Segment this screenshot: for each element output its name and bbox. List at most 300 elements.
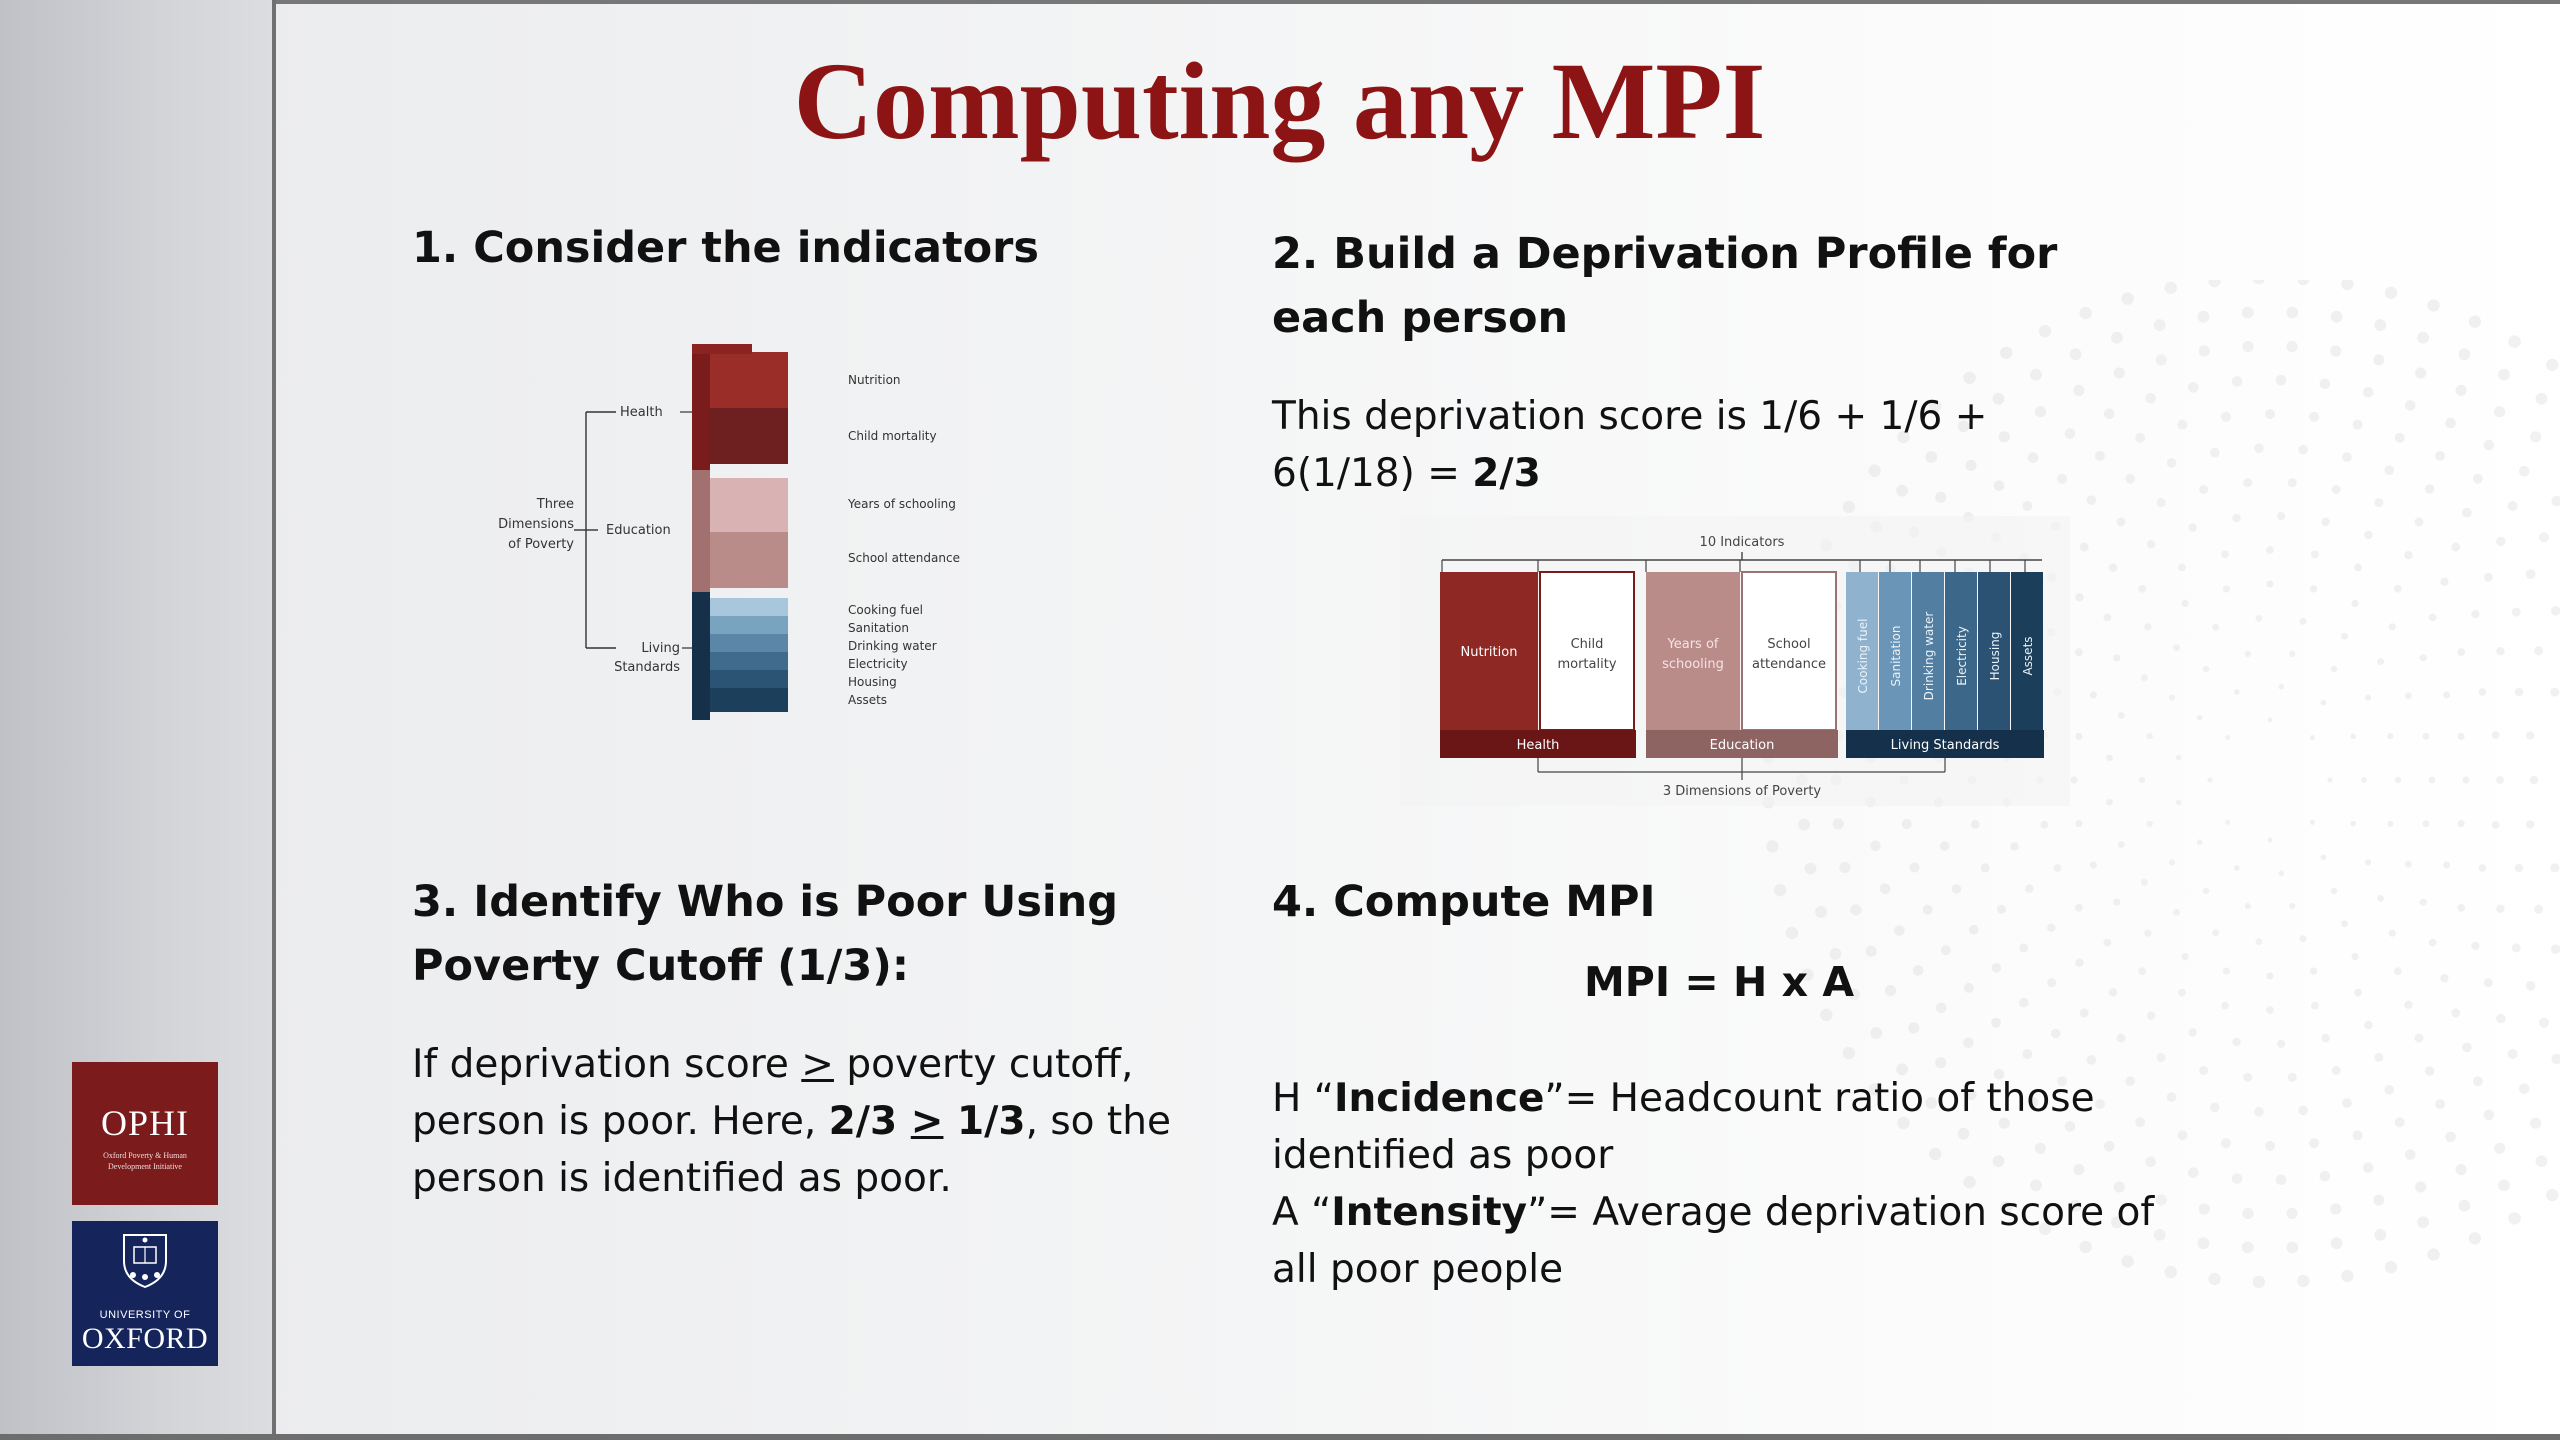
decorative-dot — [2420, 654, 2427, 661]
dimension-label-education: Education — [606, 523, 671, 538]
decorative-dot — [2341, 280, 2353, 290]
decorative-dot — [2118, 841, 2125, 848]
profile-cell-label: Assets — [2021, 636, 2035, 676]
section3-line3: person is identified as poor. — [412, 1156, 952, 1201]
decorative-dot — [2341, 633, 2348, 640]
decorative-dot — [2429, 614, 2437, 622]
top-border — [0, 0, 2560, 4]
decorative-dot — [2300, 618, 2307, 625]
decorative-dot — [2173, 644, 2180, 651]
decorative-dot — [2427, 299, 2439, 311]
section3-text — [412, 1036, 1272, 1207]
decorative-dot — [2550, 688, 2559, 697]
decorative-dot — [2138, 585, 2146, 593]
profile-dimension-label: Education — [1709, 738, 1775, 753]
education-spine — [692, 470, 710, 596]
profile-cell-label: Nutrition — [1460, 645, 1518, 660]
text-span: ”= Average deprivation score of — [1527, 1190, 2155, 1235]
decorative-dot — [2075, 820, 2082, 827]
decorative-dot — [2354, 564, 2362, 572]
decorative-dot — [2546, 359, 2558, 371]
decorative-dot — [2266, 1006, 2274, 1014]
decorative-dot — [2311, 1002, 2319, 1010]
decorative-dot — [2496, 1014, 2506, 1024]
decorative-dot — [2443, 861, 2450, 868]
decorative-dot — [2070, 348, 2082, 360]
slide-title: Computing any MPI — [793, 40, 1766, 162]
decorative-dot — [2199, 345, 2210, 356]
decorative-dot — [2429, 777, 2436, 784]
section4-text — [1272, 1070, 2232, 1298]
decorative-dot — [2265, 1141, 2275, 1151]
decorative-dot — [2508, 1049, 2518, 1059]
section3-heading-line: Poverty Cutoff (1/3): — [412, 941, 910, 991]
decorative-dot — [2496, 776, 2504, 784]
indicator-block-electricity — [710, 652, 788, 670]
indicator-block-years-of-schooling — [710, 478, 788, 532]
intensity-line — [1272, 1184, 2232, 1241]
decorative-dot — [2331, 666, 2337, 672]
decorative-dot — [2223, 585, 2230, 592]
decorative-dot — [2385, 465, 2395, 475]
section2-text-line2 — [1272, 445, 2272, 502]
text-span: poverty cutoff, — [833, 1042, 1134, 1087]
decorative-dot — [2496, 537, 2506, 547]
decorative-dot — [2377, 895, 2384, 902]
decorative-dot — [2420, 899, 2427, 906]
decorative-dot — [2328, 778, 2333, 783]
decorative-dot — [2405, 400, 2416, 411]
decorative-dot — [2169, 859, 2175, 865]
section1-heading: 1. Consider the indicators — [412, 223, 1039, 273]
indicator-label: Drinking water — [848, 639, 937, 653]
profile-bottom-label: 3 Dimensions of Poverty — [1662, 784, 1822, 799]
decorative-dot — [2047, 924, 2055, 932]
decorative-dot — [2253, 280, 2265, 284]
decorative-dot — [2385, 287, 2397, 299]
section3-heading-line: 3. Identify Who is Poor Using — [412, 877, 1119, 927]
decorative-dot — [2141, 674, 2148, 681]
decorative-dot — [2341, 1270, 2353, 1282]
indicator-block-assets — [710, 688, 788, 712]
decorative-dot — [2365, 859, 2371, 865]
decorative-dot — [1870, 841, 1881, 852]
decorative-dot — [2373, 1195, 2384, 1206]
decorative-dot — [2256, 615, 2263, 622]
oxford-crest-icon — [120, 1231, 170, 1289]
indicators-diagram — [470, 330, 1030, 750]
decorative-dot — [2253, 1276, 2265, 1288]
decorative-dot — [2176, 800, 2182, 806]
decorative-dot — [2297, 1275, 2309, 1287]
decorative-dot — [2457, 904, 2465, 912]
decorative-dot — [2385, 1261, 2397, 1273]
profile-cell-label: Years of — [1667, 637, 1719, 652]
indicator-label: Housing — [848, 675, 897, 689]
decorative-dot — [2242, 307, 2254, 319]
decorative-dot — [1935, 1057, 1946, 1068]
decorative-dot — [2276, 375, 2287, 386]
decorative-dot — [2321, 518, 2329, 526]
decorative-dot — [2075, 648, 2083, 656]
decorative-dot — [2435, 451, 2445, 461]
incidence-line — [1272, 1070, 2232, 1127]
decorative-dot — [2423, 733, 2430, 740]
indicator-label: Child mortality — [848, 429, 937, 443]
oxford-logo — [72, 1221, 218, 1366]
bold-text-span: 1/3 — [943, 1099, 1026, 1144]
indicator-label: Assets — [848, 693, 888, 707]
living-spine — [692, 592, 710, 720]
decorative-dot — [1997, 905, 2006, 914]
decorative-dot — [2279, 871, 2285, 877]
decorative-dot — [1940, 841, 1950, 851]
decorative-dot — [2445, 1132, 2456, 1143]
decorative-dot — [2051, 1029, 2061, 1039]
decorative-dot — [2320, 379, 2331, 390]
decorative-dot — [2536, 1155, 2548, 1167]
bottom-border — [0, 1434, 2560, 1440]
section2-heading-line: each person — [1272, 293, 1569, 343]
ophi-logo-text: OPHI — [100, 1103, 189, 1143]
decorative-dot — [2473, 474, 2483, 484]
decorative-dot — [2106, 755, 2113, 762]
decorative-dot — [2310, 820, 2315, 825]
decorative-dot — [2492, 731, 2500, 739]
decorative-dot — [2331, 888, 2337, 894]
decorative-dot — [2144, 623, 2151, 630]
decorative-dot — [2539, 532, 2549, 542]
decorative-dot — [2147, 540, 2155, 548]
decorative-dot — [1902, 819, 1912, 829]
indicator-label: Sanitation — [848, 621, 909, 635]
decorative-dot — [2377, 658, 2384, 665]
intensity-term: Intensity — [1331, 1190, 1528, 1235]
decorative-dot — [2025, 885, 2033, 893]
decorative-dot — [2363, 387, 2374, 398]
decorative-dot — [2298, 445, 2308, 455]
profile-dimension-label: Living Standards — [1890, 738, 2000, 753]
text-span: person is poor. Here, — [412, 1099, 829, 1144]
decorative-dot — [2551, 606, 2560, 616]
decorative-dot — [2534, 905, 2543, 914]
decorative-dot — [2445, 418, 2456, 429]
decorative-dot — [2374, 319, 2386, 331]
decorative-dot — [2332, 1066, 2341, 1075]
decorative-dot — [1798, 819, 1810, 831]
decorative-dot — [1971, 820, 1980, 829]
decorative-dot — [2147, 1012, 2155, 1020]
section2-text-line1: This deprivation score is 1/6 + 1/6 + — [1272, 394, 1988, 439]
decorative-dot — [2289, 651, 2295, 657]
decorative-dot — [2288, 478, 2297, 487]
decorative-dot — [2147, 821, 2153, 827]
section4-heading: 4. Compute MPI — [1272, 877, 1656, 927]
decorative-dot — [2157, 1053, 2166, 1062]
decorative-dot — [2471, 942, 2479, 950]
decorative-dot — [2198, 311, 2210, 323]
decorative-dot — [2030, 369, 2042, 381]
decorative-dot — [2276, 1175, 2287, 1186]
indicator-block-housing — [710, 670, 788, 688]
decorative-dot — [2459, 1200, 2471, 1212]
decorative-dot — [2090, 861, 2097, 868]
decorative-dot — [2173, 909, 2180, 916]
indicator-block-nutrition — [710, 352, 788, 408]
decorative-dot — [2286, 307, 2298, 319]
decorative-dot — [2526, 981, 2536, 991]
dimension-label-living: Standards — [614, 660, 680, 675]
decorative-dot — [2415, 1034, 2424, 1043]
decorative-dot — [2342, 1098, 2352, 1108]
decorative-dot — [2351, 600, 2358, 607]
decorative-dot — [2310, 585, 2317, 592]
decorative-dot — [2443, 691, 2450, 698]
decorative-dot — [2479, 864, 2487, 872]
root-label-line: Three — [536, 497, 574, 512]
decorative-dot — [2070, 776, 2077, 783]
decorative-dot — [2519, 466, 2530, 477]
decorative-dot — [1870, 1027, 1882, 1039]
decorative-dot — [2245, 903, 2251, 909]
decorative-dot — [2530, 1118, 2541, 1129]
decorative-dot — [2512, 943, 2521, 952]
decorative-dot — [2176, 755, 2182, 761]
decorative-dot — [2530, 776, 2538, 784]
decorative-dot — [2405, 861, 2412, 868]
decorative-dot — [2425, 1066, 2435, 1076]
decorative-dot — [2415, 517, 2424, 526]
indicator-block-child-mortality — [710, 408, 788, 464]
decorative-dot — [2458, 820, 2465, 827]
decorative-dot — [2197, 715, 2203, 721]
profile-cell-label: Cooking fuel — [1856, 618, 1870, 694]
decorative-dot — [2331, 1237, 2343, 1249]
decorative-dot — [2473, 1076, 2483, 1086]
indicator-label: Electricity — [848, 657, 908, 671]
sidebar — [0, 0, 276, 1440]
decorative-dot — [2277, 512, 2285, 520]
decorative-dot — [2364, 1021, 2372, 1029]
decorative-dot — [2117, 1034, 2126, 1043]
decorative-dot — [2417, 332, 2429, 344]
decorative-dot — [2254, 1107, 2264, 1117]
decorative-dot — [2288, 1073, 2297, 1082]
decorative-dot — [2374, 498, 2383, 507]
decorative-dot — [2429, 939, 2437, 947]
decorative-dot — [2109, 564, 2117, 572]
decorative-dot — [2208, 778, 2213, 783]
decorative-dot — [2321, 855, 2327, 861]
profile-cell-label: mortality — [1557, 657, 1617, 672]
decorative-dot — [2519, 1084, 2530, 1095]
decorative-dot — [2075, 733, 2082, 740]
decorative-dot — [2373, 354, 2384, 365]
decorative-dot — [2456, 1164, 2467, 1175]
decorative-dot — [1991, 1018, 2001, 1028]
decorative-dot — [2405, 1149, 2416, 1160]
decorative-dot — [2268, 838, 2273, 843]
decorative-dot — [2225, 735, 2230, 740]
decorative-dot — [2341, 920, 2348, 927]
decorative-dot — [2330, 345, 2341, 356]
decorative-dot — [2508, 501, 2518, 511]
decorative-dot — [2041, 821, 2049, 829]
decorative-dot — [2080, 543, 2089, 552]
decorative-dot — [2075, 593, 2083, 601]
decorative-dot — [2310, 735, 2315, 740]
decorative-dot — [2332, 485, 2341, 494]
decorative-dot — [2212, 929, 2219, 936]
indicator-label: School attendance — [848, 551, 960, 565]
decorative-dot — [2286, 1208, 2297, 1219]
decorative-dot — [2394, 585, 2402, 593]
dimension-label-living: Living — [641, 641, 680, 656]
decorative-dot — [2530, 431, 2541, 442]
ophi-logo-subtitle: Oxford Poverty & Human Development Initiative — [103, 1151, 187, 1171]
decorative-dot — [2484, 978, 2493, 987]
text-span: If deprivation score — [412, 1042, 802, 1087]
decorative-dot — [1981, 863, 1990, 872]
decorative-dot — [2144, 930, 2151, 937]
decorative-dot — [2197, 840, 2203, 846]
section3-line2 — [412, 1093, 1272, 1150]
decorative-dot — [2245, 651, 2251, 657]
decorative-dot — [2090, 691, 2097, 698]
decorative-dot — [2232, 1038, 2240, 1046]
decorative-dot — [2551, 496, 2560, 507]
decorative-dot — [2471, 610, 2479, 618]
decorative-dot — [1843, 501, 1855, 513]
decorative-dot — [2221, 1002, 2229, 1010]
decorative-dot — [2440, 974, 2448, 982]
decorative-dot — [2138, 967, 2146, 975]
decorative-dot — [2462, 776, 2469, 783]
decorative-dot — [2353, 420, 2363, 430]
decorative-dot — [2456, 385, 2467, 396]
oxford-logo-line1: UNIVERSITY OF — [99, 1309, 191, 1321]
profile-cell-label: Sanitation — [1889, 625, 1903, 687]
decorative-dot — [2526, 569, 2536, 579]
decorative-dot — [2496, 647, 2504, 655]
section3-line1 — [412, 1036, 1272, 1093]
mpi-formula: MPI = H x A — [1584, 958, 1855, 1006]
text-span: H “ — [1272, 1076, 1334, 1121]
profile-top-label: 10 Indicators — [1699, 535, 1785, 550]
decorative-dot — [1963, 1037, 1974, 1048]
geq-symbol: > — [910, 1099, 944, 1144]
decorative-dot — [2242, 1242, 2254, 1254]
decorative-dot — [2321, 700, 2327, 706]
text-span: ”= Headcount ratio of those — [1544, 1076, 2095, 1121]
decorative-dot — [2234, 865, 2240, 871]
indicator-label: Nutrition — [848, 373, 901, 387]
decorative-dot — [2297, 280, 2309, 285]
decorative-dot — [2534, 646, 2543, 655]
decorative-dot — [2395, 777, 2401, 783]
decorative-dot — [2189, 523, 2197, 531]
decorative-dot — [2459, 348, 2471, 360]
decorative-dot — [2496, 905, 2504, 913]
decorative-dot — [2169, 695, 2175, 701]
decorative-dot — [2512, 608, 2521, 617]
decorative-dot — [2551, 944, 2560, 954]
decorative-dot — [2363, 1163, 2374, 1174]
decorative-dot — [2330, 1203, 2341, 1214]
ophi-logo — [72, 1062, 218, 1205]
decorative-dot — [2311, 551, 2319, 559]
decorative-dot — [2113, 899, 2120, 906]
decorative-dot — [2139, 777, 2145, 783]
decorative-dot — [2350, 821, 2356, 827]
decorative-dot — [2404, 551, 2412, 559]
decorative-dot — [2526, 820, 2534, 828]
decorative-dot — [2266, 580, 2273, 587]
decorative-dot — [2286, 1242, 2298, 1254]
decorative-dot — [2484, 440, 2495, 451]
decorative-dot — [2309, 412, 2319, 422]
decorative-dot — [1908, 1022, 1919, 1033]
decorative-dot — [1963, 372, 1975, 384]
profile-cell-label: School — [1767, 637, 1811, 652]
decorative-dot — [2208, 280, 2220, 287]
decorative-dot — [2546, 1189, 2558, 1201]
decorative-dot — [2417, 1216, 2429, 1228]
decorative-dot — [2469, 1232, 2481, 1244]
decorative-dot — [2289, 903, 2295, 909]
decorative-dot — [2310, 968, 2317, 975]
decorative-dot — [2087, 1055, 2097, 1065]
decorative-dot — [2277, 1040, 2285, 1048]
indicator-block-drinking-water — [710, 634, 788, 652]
decorative-dot — [2536, 393, 2548, 405]
decorative-dot — [2440, 578, 2448, 586]
decorative-dot — [2178, 564, 2186, 572]
geq-symbol: > — [801, 1042, 834, 1087]
decorative-dot — [2425, 484, 2435, 494]
decorative-dot — [2022, 1049, 2032, 1059]
decorative-dot — [2515, 864, 2523, 872]
dimension-label-health: Health — [620, 405, 663, 420]
decorative-dot — [2427, 1248, 2439, 1260]
decorative-dot — [2385, 1085, 2395, 1095]
section3-heading — [412, 870, 1412, 998]
decorative-dot — [2374, 1229, 2386, 1241]
decorative-dot — [2104, 614, 2112, 622]
decorative-dot — [2494, 1143, 2505, 1154]
decorative-dot — [2181, 953, 2188, 960]
indicator-label: Cooking fuel — [848, 603, 923, 617]
oxford-logo-line2: OXFORD — [81, 1322, 209, 1355]
decorative-dot — [2498, 369, 2510, 381]
root-label-line: of Poverty — [508, 537, 574, 552]
decorative-dot — [2279, 684, 2285, 690]
decorative-dot — [2212, 624, 2219, 631]
section2-heading — [1272, 222, 2172, 350]
decorative-dot — [2203, 888, 2209, 894]
section2-text-prefix: 6(1/18) = — [1272, 451, 1473, 496]
decorative-dot — [2374, 1053, 2383, 1062]
decorative-dot — [2353, 1130, 2363, 1140]
decorative-dot — [1843, 1047, 1855, 1059]
decorative-dot — [2364, 531, 2372, 539]
profile-cell-label: Child — [1570, 637, 1604, 652]
profile-cell-label: Drinking water — [1922, 611, 1936, 701]
decorative-dot — [2404, 1001, 2412, 1009]
decorative-dot — [2141, 879, 2148, 886]
decorative-dot — [2232, 376, 2243, 387]
decorative-dot — [2113, 654, 2120, 661]
